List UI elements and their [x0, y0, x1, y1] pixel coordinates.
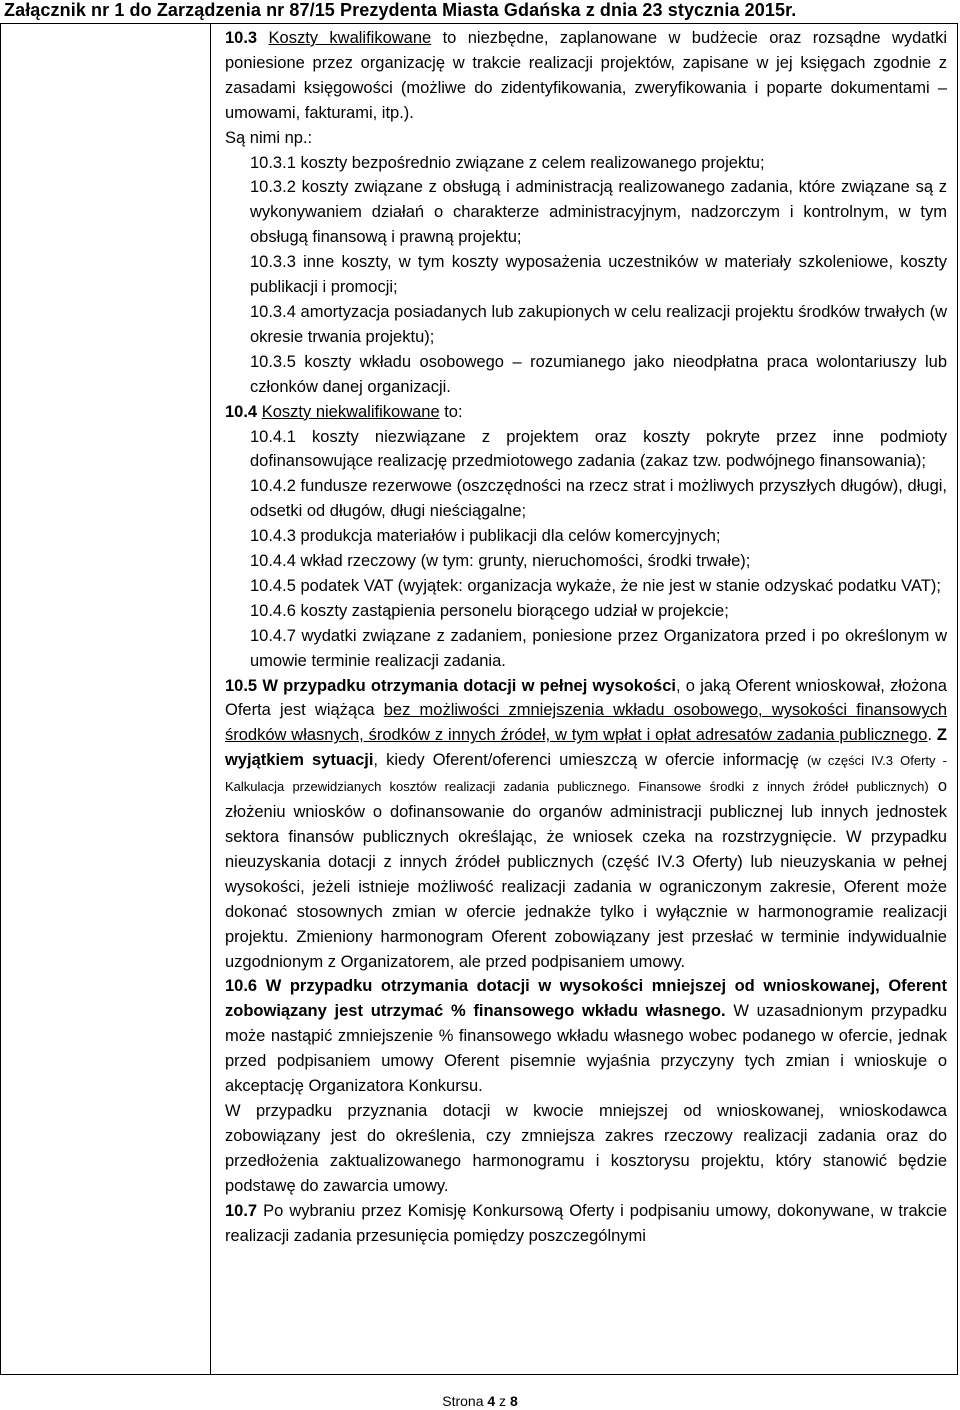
list-item-10-4-6: 10.4.6 koszty zastąpienia personelu biorącego udział w projekcie; — [250, 601, 729, 620]
list-item-10-4-1: 10.4.1 koszty niezwiązane z projektem oraz koszty pokryte przez inne podmioty dofinansowujące realizację przedmiotowego zadania (zakaz tzw. podwójnego finansowania); — [250, 427, 947, 471]
list-item-10-3-3: 10.3.3 inne koszty, w tym koszty wyposażenia uczestników w materiały szkoleniowe, koszty publikacji i promocji; — [250, 253, 947, 297]
section-10-7: 10.7 Po wybraniu przez Komisję Konkursową Oferty i podpisaniu umowy, dokonywane, w trakcie realizacji zadania przesunięcia pomiędzy poszczególnymi — [225, 1201, 948, 1245]
list-item-10-4-3: 10.4.3 produkcja materiałów i publikacji dla celów komercyjnych; — [250, 527, 721, 546]
list-item-10-4-4: 10.4.4 wkład rzeczowy (w tym: grunty, nieruchomości, środki trwałe); — [250, 552, 751, 571]
section-10-4-title: Koszty niekwalifikowane — [261, 402, 440, 421]
page-number: 4 — [487, 1393, 496, 1409]
column-divider — [210, 23, 211, 1375]
section-10-3-title: Koszty kwalifikowane — [268, 29, 432, 47]
section-10-4: 10.4 Koszty niekwalifikowane to: — [225, 402, 463, 421]
page-total: 8 — [509, 1393, 518, 1409]
list-item-10-4-5: 10.4.5 podatek VAT (wyjątek: organizacja wykaże, że nie jest w stanie odzyskać podatku VAT); — [250, 576, 941, 595]
document-header: Załącznik nr 1 do Zarządzenia nr 87/15 Prezydenta Miasta Gdańska z dnia 23 stycznia 2015r. — [4, 0, 797, 20]
list-item-10-4-7: 10.4.7 wydatki związane z zadaniem, poniesione przez Organizatora przed i po określonym w umowie terminie realizacji zadania. — [250, 626, 947, 670]
section-10-6-paragraph-2: W przypadku przyznania dotacji w kwocie mniejszej od wnioskowanej, wnioskodawca zobowiązany jest do określenia, czy zmniejsza zakres rzeczowy realizacji zadania oraz do przedłożenia zaktualizowanego harmonogramu i kosztorysu projektu, który stanowić będzie podstawę do zawarcia umowy. — [225, 1101, 947, 1195]
list-item-10-3-4: 10.3.4 amortyzacja posiadanych lub zakupionych w celu realizacji projektu środków trwałych (w okresie trwania projektu); — [250, 302, 947, 346]
list-item-10-3-1: 10.3.1 koszty bezpośrednio związane z celem realizowanego projektu; — [250, 153, 765, 172]
section-10-3-intro: Są nimi np.: — [225, 128, 313, 147]
document-body — [225, 26, 947, 1248]
section-10-6: 10.6 W przypadku otrzymania dotacji w wysokości mniejszej od wnioskowanej, Oferent zobowiązany jest utrzymać % finansowego wkładu własnego. W uzasadnionym przypadku może nastąpić zmniejszenie % finansowego wkładu własnego wobec podanego w ofercie, jednak przed podpisaniem umowy Oferent pisemnie wyjaśnia przyczyny tych zmian i wnioskuje o akceptację Organizatora Konkursu. — [225, 977, 948, 1096]
section-10-5: 10.5 W przypadku otrzymania dotacji w pełnej wysokości, o jaką Oferent wnioskował, złożona Oferta jest wiążąca bez możliwości zmniejszenia wkładu osobowego, wysokości finansowych środków własnych, środków z innych źródeł, w tym wpłat i opłat adresatów zadania publicznego. Z wyjątkiem sytuacji, kiedy Oferent/oferenci umieszczą w ofercie informację (w części IV.3 Oferty - Kalkulacja przewidzianych kosztów realizacji zadania publicznego. Finansowe środki z innych źródeł publicznych) o złożeniu wniosków o dofinansowanie do organów administracji publicznej lub innych jednostek sektora finansów publicznych określając, że wniosek czeka na rozstrzygnięcie. W przypadku nieuzyskania dotacji z innych źródeł publicznych (część IV.3 Oferty) lub nieuzyskania w pełnej wysokości, jeżeli istnieje możliwość realizacji zadania w ograniczonym zakresie, Oferent może dokonać stosownych zmian w ofercie jednakże tylko i wyłącznie w harmonogramie realizacji projektu. Zmieniony harmonogram Oferent zobowiązany jest przesłać w terminie indywidualnie uzgodnionym z Organizatorem, ale przed podpisaniem umowy. — [225, 676, 948, 971]
page-footer: Strona 4 z 8 — [442, 1393, 518, 1409]
list-item-10-3-2: 10.3.2 koszty związane z obsługą i administracją realizowanego zadania, które związane są z wykonywaniem działań o charakterze administracyjnym, nadzorczym i kontrolnym, w tym obsługą finansową i prawną projektu; — [250, 178, 947, 247]
list-item-10-4-2: 10.4.2 fundusze rezerwowe (oszczędności na rzecz strat i możliwych przyszłych długów), długi, odsetki od długów, długi nieściągalne; — [250, 477, 947, 521]
section-10-3: 10.3 Koszty kwalifikowane to niezbędne, zaplanowane w budżecie oraz rozsądne wydatki poniesione przez organizację w trakcie realizacji projektów, zapisane w jej księgach zgodnie z zasadami księgowości (możliwe do zidentyfikowania, zweryfikowania i poparte dokumentami – umowami, fakturami, itp.). — [225, 29, 947, 122]
list-item-10-3-5: 10.3.5 koszty wkładu osobowego – rozumianego jako nieodpłatna praca wolontariuszy lub członków danej organizacji. — [250, 352, 947, 396]
